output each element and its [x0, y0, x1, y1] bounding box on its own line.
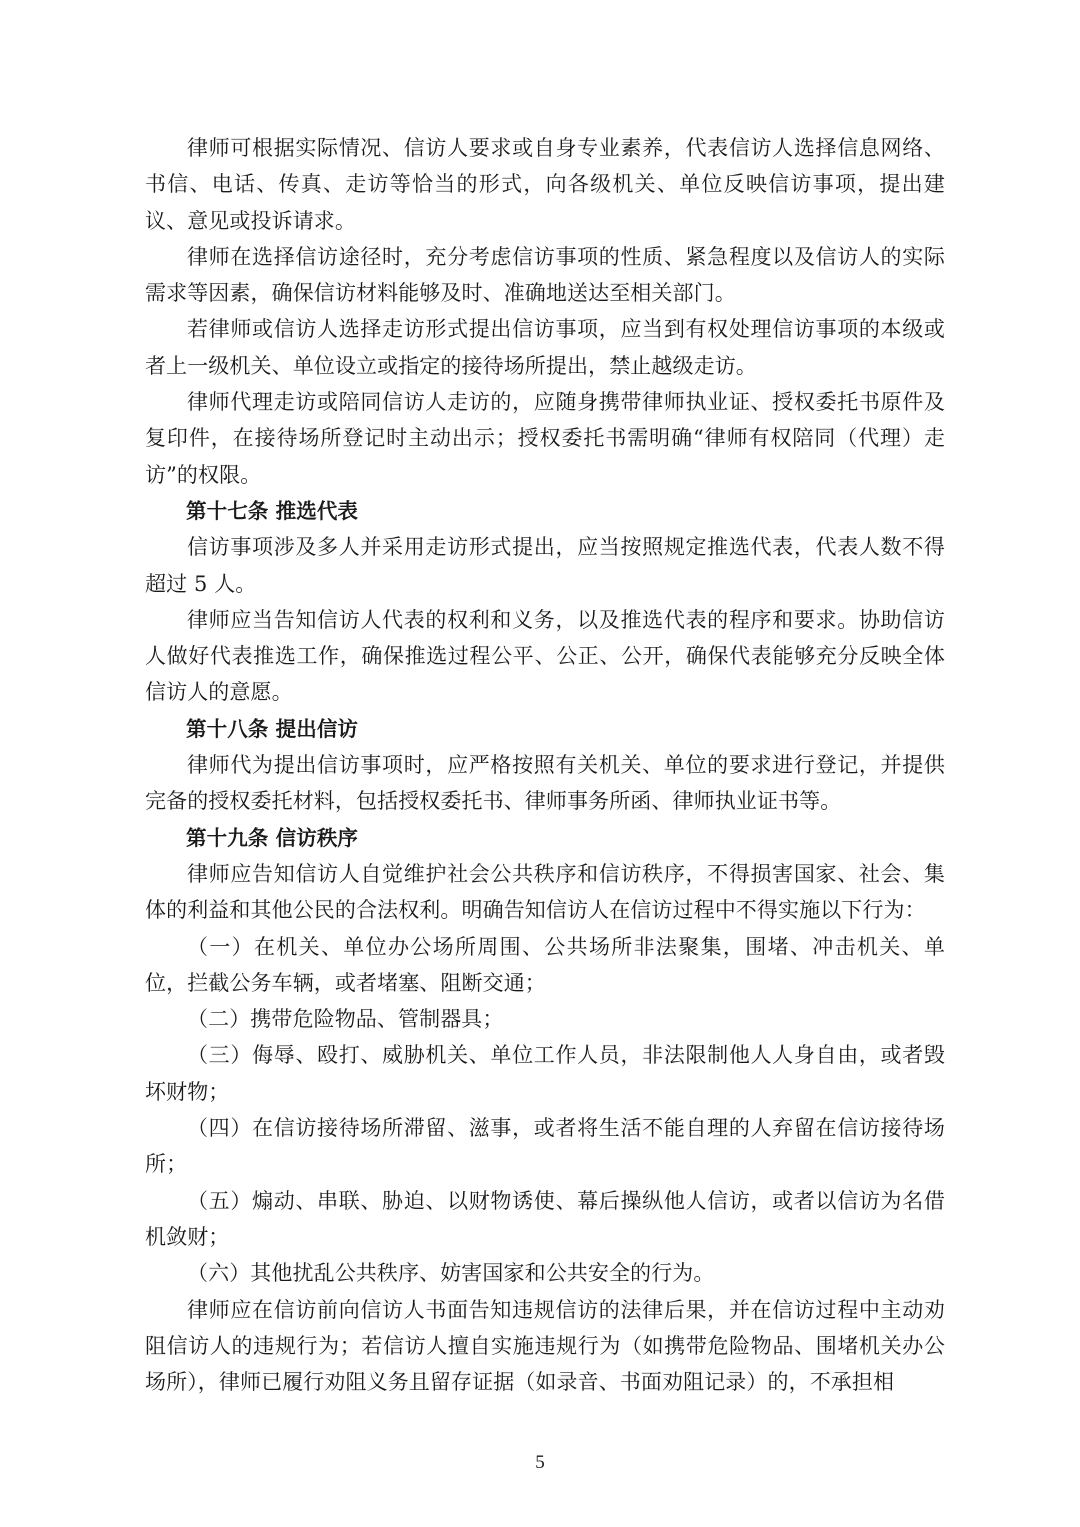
paragraph: 若律师或信访人选择走访形式提出信访事项，应当到有权处理信访事项的本级或者上一级机关、单位设立或指定的接待场所提出，禁止越级走访。	[145, 317, 945, 378]
paragraph: 律师代为提出信访事项时，应严格按照有关机关、单位的要求进行登记，并提供完备的授权委托材料，包括授权委托书、律师事务所函、律师执业证书等。	[145, 753, 945, 814]
paragraph: 律师应在信访前向信访人书面告知违规信访的法律后果，并在信访过程中主动劝阻信访人的违规行为；若信访人擅自实施违规行为（如携带危险物品、围堵机关办公场所），律师已履行劝阻义务且留存证据（如录音、书面劝阻记录）的，不承担相	[145, 1297, 945, 1395]
paragraph: 律师代理走访或陪同信访人走访的，应随身携带律师执业证、授权委托书原件及复印件，在接待场所登记时主动出示；授权委托书需明确“律师有权陪同（代理）走访”的权限。	[145, 390, 945, 487]
paragraph: 律师应当告知信访人代表的权利和义务，以及推选代表的程序和要求。协助信访人做好代表推选工作，确保推选过程公平、公正、公开，确保代表能够充分反映全体信访人的意愿。	[145, 607, 945, 705]
list-item: （五）煽动、串联、胁迫、以财物诱使、幕后操纵他人信访，或者以信访为名借机敛财；	[145, 1188, 945, 1249]
paragraph: 信访事项涉及多人并采用走访形式提出，应当按照规定推选代表，代表人数不得超过 5 人。	[145, 535, 945, 596]
paragraph: 律师应告知信访人自觉维护社会公共秩序和信访秩序，不得损害国家、社会、集体的利益和其他公民的合法权利。明确告知信访人在信访过程中不得实施以下行为：	[145, 861, 945, 923]
page-number: 5	[535, 1452, 545, 1473]
article-heading: 第十八条 提出信访	[186, 716, 359, 741]
paragraph: 律师可根据实际情况、信访人要求或自身专业素养，代表信访人选择信息网络、书信、电话、传真、走访等恰当的形式，向各级机关、单位反映信访事项，提出建议、意见或投诉请求。	[145, 136, 945, 233]
list-item: （六）其他扰乱公共秩序、妨害国家和公共安全的行为。	[187, 1261, 715, 1286]
list-item: （二）携带危险物品、管制器具；	[187, 1007, 504, 1032]
list-item: （三）侮辱、殴打、威胁机关、单位工作人员，非法限制他人人身自由，或者毁坏财物；	[145, 1043, 945, 1104]
document-page	[145, 130, 945, 1400]
article-heading: 第十九条 信访秩序	[186, 825, 359, 850]
paragraph: 律师在选择信访途径时，充分考虑信访事项的性质、紧急程度以及信访人的实际需求等因素，确保信访材料能够及时、准确地送达至相关部门。	[145, 244, 945, 306]
article-heading: 第十七条 推选代表	[186, 498, 359, 523]
list-item: （一）在机关、单位办公场所周围、公共场所非法聚集，围堵、冲击机关、单位，拦截公务车辆，或者堵塞、阻断交通；	[145, 934, 945, 995]
list-item: （四）在信访接待场所滞留、滋事，或者将生活不能自理的人弃留在信访接待场所；	[145, 1116, 945, 1177]
